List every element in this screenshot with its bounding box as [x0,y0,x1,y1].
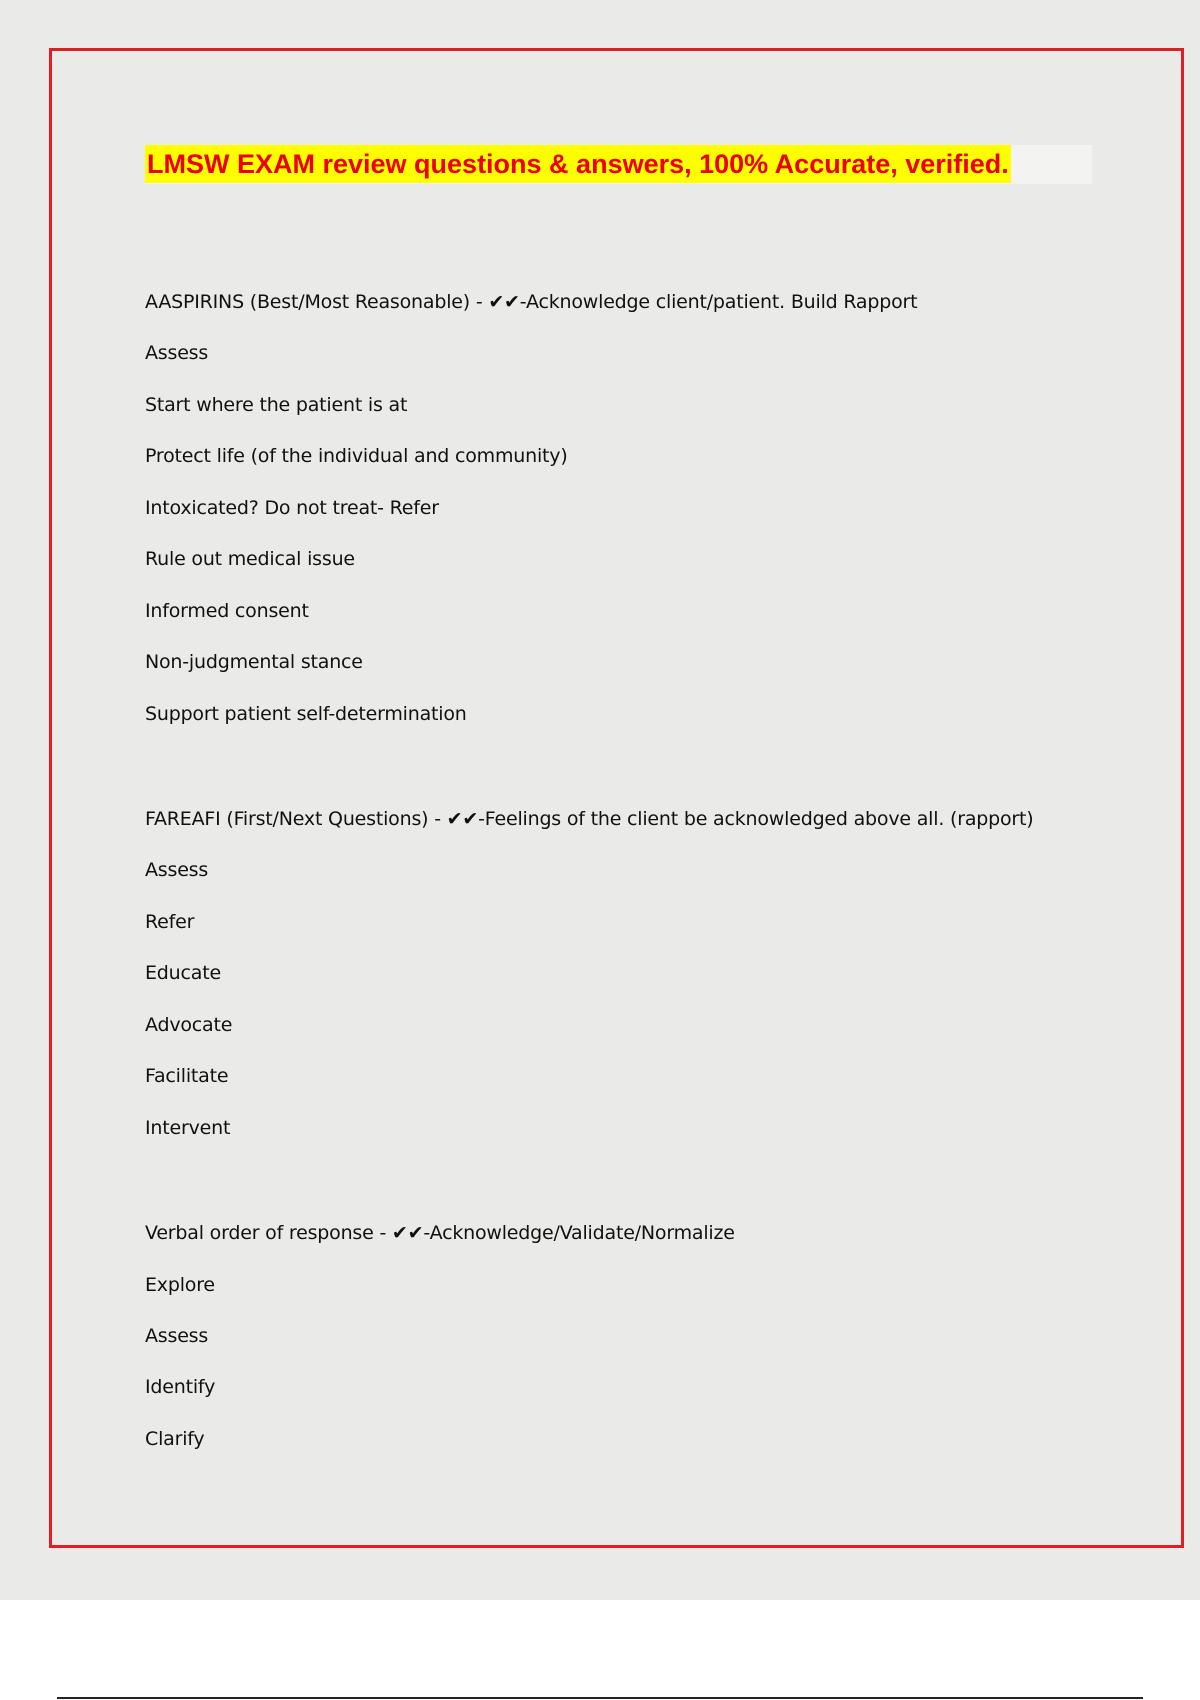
document-title: LMSW EXAM review questions & answers, 100% Accurate, verified. [145,145,1011,183]
list-item: Protect life (of the individual and community) [145,445,568,467]
list-item: Identify [145,1376,216,1398]
section-heading-aaspirins: AASPIRINS (Best/Most Reasonable) - ✔✔-Acknowledge client/patient. Build Rapport [145,291,918,313]
list-item: Assess [145,342,209,364]
list-item: Intervent [145,1117,231,1139]
footer-divider [57,1697,1143,1699]
page-border [49,48,1184,1548]
list-item: Educate [145,962,221,984]
list-item: Intoxicated? Do not treat- Refer [145,497,439,519]
list-item: Facilitate [145,1065,229,1087]
list-item: Informed consent [145,600,309,622]
list-item: Start where the patient is at [145,394,408,416]
list-item: Advocate [145,1014,233,1036]
list-item: Explore [145,1274,215,1296]
list-item: Refer [145,911,195,933]
list-item: Rule out medical issue [145,548,355,570]
list-item: Non-judgmental stance [145,651,363,673]
list-item: Clarify [145,1428,205,1450]
list-item: Assess [145,1325,209,1347]
section-heading-fareafi: FAREAFI (First/Next Questions) - ✔✔-Feelings of the client be acknowledged above all. (rapport) [145,808,1034,830]
list-item: Support patient self-determination [145,703,467,725]
section-heading-verbal-order: Verbal order of response - ✔✔-Acknowledge/Validate/Normalize [145,1222,735,1244]
list-item: Assess [145,859,209,881]
